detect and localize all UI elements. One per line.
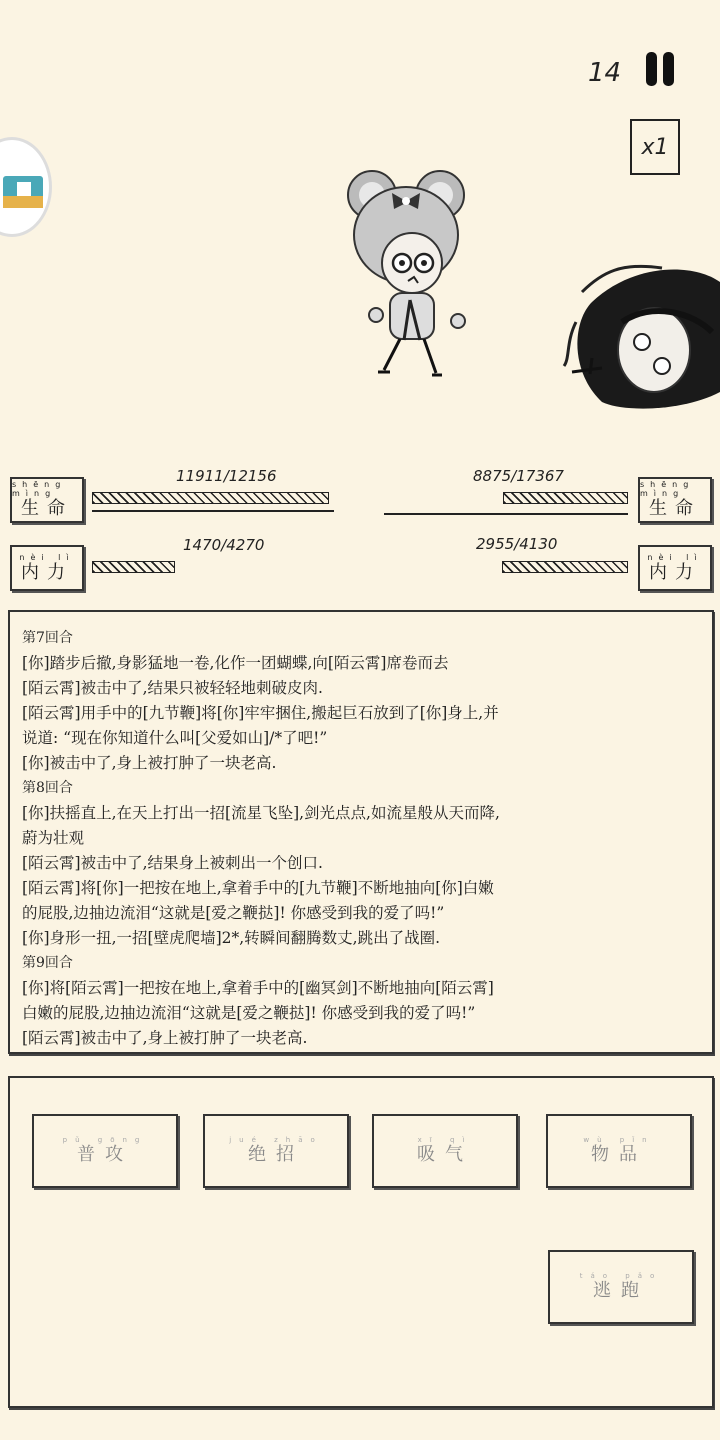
pause-icon-bar	[663, 52, 674, 86]
log-line: 蔚为壮观	[22, 829, 85, 847]
speed-toggle-button[interactable]: x1	[630, 119, 680, 175]
ultimate-pinyin: jué zhāo	[229, 1136, 323, 1144]
log-line: [陌云霄]被击中了,身上被打肿了一块老高.	[22, 1029, 308, 1047]
enemy-hp-value: 8875/17367	[473, 467, 564, 485]
player-hp-value: 11911/12156	[176, 467, 277, 485]
turn-counter: 14	[588, 58, 622, 88]
log-line: [你]被击中了,身上被打肿了一块老高.	[22, 754, 277, 772]
enemy-hp-fill	[503, 492, 628, 504]
log-line: [你]身形一扭,一招[壁虎爬墙]2*,转瞬间翻腾数丈,跳出了战圈.	[22, 929, 441, 947]
breathe-pinyin: xī qì	[417, 1136, 473, 1144]
log-line: [陌云霄]将[你]一把按在地上,拿着手中的[九节鞭]不断地抽向[你]白嫩	[22, 879, 494, 897]
ultimate-label: 绝招	[248, 1144, 304, 1165]
breathe-button[interactable]	[372, 1114, 518, 1188]
enemy-hp-label-text: 生命	[649, 498, 701, 519]
log-line: [你]扶摇直上,在天上打出一招[流星飞坠],剑光点点,如流星般从天而降,	[22, 804, 500, 822]
flee-label: 逃跑	[593, 1280, 649, 1301]
enemy-mp-bar	[452, 561, 628, 573]
log-line: [你]将[陌云霄]一把按在地上,拿着手中的[幽冥剑]不断地抽向[陌云霄]	[22, 979, 494, 997]
log-line: 的屁股,边抽边流泪“这就是[爱之鞭挞]! 你感受到我的爱了吗!”	[22, 904, 445, 922]
log-line: [陌云霄]被击中了,结果身上被刺出一个创口.	[22, 854, 323, 872]
player-mp-label-text: 内力	[21, 561, 73, 583]
battle-log-lines	[22, 626, 700, 1051]
player-mp-fill	[92, 561, 175, 573]
breathe-label: 吸气	[417, 1144, 473, 1165]
player-hp-label	[10, 477, 84, 523]
attack-button[interactable]	[32, 1114, 178, 1188]
player-hp-fill	[92, 492, 329, 504]
player-mp-bar	[92, 561, 334, 573]
enemy-mp-fill	[502, 561, 628, 573]
items-button[interactable]	[546, 1114, 692, 1188]
attack-label: 普攻	[77, 1144, 133, 1165]
enemy-mp-value: 2955/4130	[476, 535, 558, 553]
log-line: 说道: “现在你知道什么叫[父爱如山]/*了吧!”	[22, 729, 328, 747]
player-mp-value: 1470/4270	[183, 536, 265, 554]
enemy-hp-pinyin: shēng mìng	[640, 480, 695, 498]
log-line: 白嫩的屁股,边抽边流泪“这就是[爱之鞭挞]! 你感受到我的爱了吗!”	[22, 1004, 476, 1022]
log-line: [陌云霄]被击中了,结果只被轻轻地刺破皮肉.	[22, 679, 323, 697]
enemy-mp-label	[638, 545, 712, 591]
player-mp-pinyin: nèi lì	[19, 552, 75, 562]
attack-pinyin: pǔ gōng	[62, 1136, 148, 1144]
pause-button[interactable]	[644, 52, 676, 86]
player-character	[340, 165, 480, 380]
flee-pinyin: táo pǎo	[579, 1272, 663, 1280]
flee-button[interactable]	[548, 1250, 694, 1324]
items-label: 物品	[591, 1144, 647, 1165]
player-hp-bar	[92, 492, 334, 512]
player-hp-label-text: 生命	[21, 498, 73, 519]
items-pinyin: wù pǐn	[583, 1136, 655, 1144]
player-hp-pinyin: shēng mìng	[12, 480, 67, 498]
enemy-mp-pinyin: nèi lì	[647, 552, 703, 562]
enemy-hp-label	[638, 477, 712, 523]
enemy-hp-bar	[384, 492, 628, 515]
enemy-character	[562, 262, 720, 412]
enemy-mp-label-text: 内力	[649, 561, 701, 583]
ultimate-button[interactable]	[203, 1114, 349, 1188]
log-round-header: 第7回合	[22, 630, 73, 646]
log-line: [你]踏步后撤,身影猛地一卷,化作一团蝴蝶,向[陌云霄]席卷而去	[22, 654, 449, 672]
log-round-header: 第9回合	[22, 955, 73, 971]
log-round-header: 第8回合	[22, 780, 73, 796]
player-mp-label	[10, 545, 84, 591]
battle-log[interactable]	[8, 610, 714, 1054]
log-line: [陌云霄]用手中的[九节鞭]将[你]牢牢捆住,搬起巨石放到了[你]身上,并	[22, 704, 499, 722]
app-shortcut-icon[interactable]	[0, 137, 52, 237]
pause-icon	[646, 52, 657, 86]
